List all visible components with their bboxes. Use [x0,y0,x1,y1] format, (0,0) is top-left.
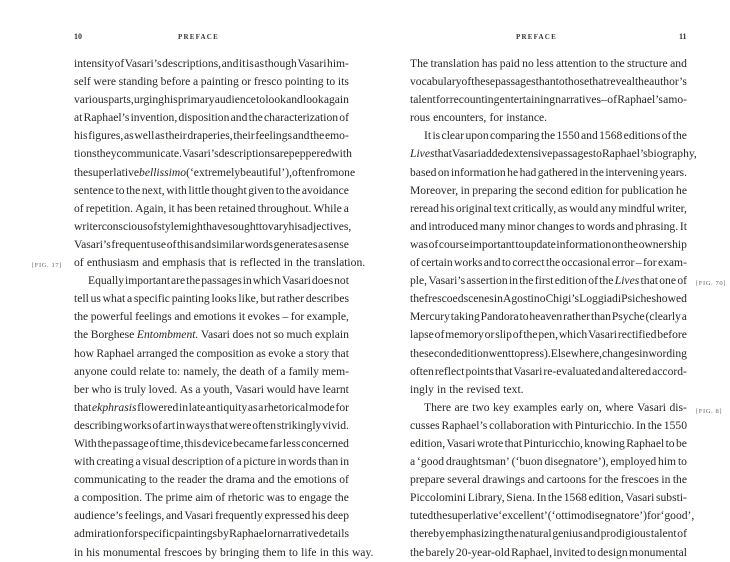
text-line: audience’s feelings, and Vasari frequently expressed his deep [74,509,349,523]
page-number: 10 [74,32,82,41]
text-line: tell us what a specific painting looks like, but rather describes [74,292,349,306]
text-line: The translation has paid no less attention to the structure and [410,57,687,70]
text-line: with creating a visual description of a picture in words than in [74,455,349,469]
text-line: the superlative bellissimo (‘extremely beautiful’), often from one [74,165,356,179]
text-line: ple, Vasari’s assertion in the first edition of the Lives that one of [410,274,687,288]
body-text [410,55,697,562]
text-line: writer conscious of style might have sought to vary his adjectives, [74,219,352,233]
text-line: the Borghese Entombment. Vasari does not so much explain [74,328,349,342]
page-number: 11 [679,32,687,41]
text-line: in his monumental frescoes by bringing them to life in this way. [74,545,374,559]
figure-reference: [FIG. 17] [32,262,62,269]
text-line: Equally important are the passages in which Vasari does not [88,274,349,288]
text-line: his figures, as well as their draperies, their feelings and the emo- [74,129,349,143]
text-line: at Raphael’s invention, disposition and the characterization of [74,111,349,125]
text-line: Mercury taking Pandora to heaven rather than Psyche (clearly a [410,310,687,324]
text-line: of certain works and to correct the occasional error – for exam- [410,256,687,270]
figure-reference: [FIG. 8] [696,408,723,415]
text-line: Lives that Vasari added extensive passages to Raphael’s biography, [410,147,697,161]
text-line: the powerful feelings and emotions it evokes – for example, [74,310,349,324]
right-page [365,0,730,559]
text-line: ingly in the revised text. [410,382,524,396]
text-line: reread his original text critically, as would any mindful writer, [410,201,687,215]
text-line: Piccolomini Library, Siena. In the 1568 edition, Vasari substi- [410,491,687,505]
text-line: vocabulary of these passages than to those that reveal the author’s [410,75,687,89]
text-line: Moreover, in preparing the second edition for publication he [410,183,687,197]
figure-reference: [FIG. 70] [696,280,726,287]
text-line: With the passage of time, this device became far less concerned [74,436,349,450]
text-line: the second edition went to press). Elsewhere, changes in wording [410,346,687,360]
body-text [74,55,374,562]
text-line: anyone could relate to: namely, the death of a family mem- [74,364,349,378]
text-line: edition, Vasari wrote that Pinturicchio, knowing Raphael to be [410,436,687,450]
text-line: prepare several drawings and cartoons for the frescoes in the [410,473,687,487]
running-head: PREFACE [178,33,219,41]
text-line: rous encounters, for instance. [410,111,548,125]
text-line: based on information he had gathered in the intervening years. [410,165,687,179]
text-line: lapse of memory or slip of the pen, which Vasari rectified before [410,328,687,342]
text-line: often reflect points that Vasari re-evaluated and altered accord- [410,364,687,378]
text-line: cusses Raphael’s collaboration with Pinturicchio. In the 1550 [410,418,687,432]
text-line: the barely 20-year-old Raphael, invited to design monumental [410,545,687,559]
text-line: a ‘good draughtsman’ (‘buon disegnatore’), employed him to [410,455,687,469]
text-line: various parts, urging his primary audience to look and look again [74,93,349,107]
text-line: was of course important to update information on the ownership [410,237,687,251]
text-line: tions they communicate. Vasari’s descriptions are peppered with [74,147,352,161]
text-line: communicating to the reader the drama and the emotions of [74,473,349,487]
text-line: ber who is truly loved. As a youth, Vasari would have learnt [74,382,349,396]
text-line: that ekphrasis flowered in late antiquity as a rhetorical mode for [74,400,349,414]
text-line: and introduced many minor changes to words and phrasing. It [410,219,687,233]
text-line: self were standing before a painting or fresco pointing to its [74,75,349,89]
text-line: of repetition. Again, it has been retained throughout. While a [74,201,349,215]
text-line: thereby emphasizing the natural genius and prodigious talent of [410,527,687,541]
text-line: a composition. The prime aim of rhetoric was to engage the [74,491,349,505]
text-line: Vasari’s frequent use of this and similar words generates a sense [74,237,349,251]
text-line: how Raphael arranged the composition as evoke a story that [74,346,349,360]
text-line: tuted the superlative ‘excellent’ (‘ottimo disegnatore’) for ‘good’, [410,509,695,523]
running-head: PREFACE [516,33,557,41]
text-line: the frescoed scenes in Agostino Chigi’s Loggia di Psiche showed [410,292,687,306]
text-line: admiration for specific paintings by Raphael or narrative details [74,527,349,541]
text-line: There are two key examples early on, where Vasari dis- [424,400,687,414]
text-line: sentence to the next, with little thought given to the avoidance [74,183,349,197]
text-line: of enthusiasm and emphasis that is reflected in the translation. [74,256,366,270]
text-line: It is clear upon comparing the 1550 and 1568 editions of the [424,129,687,143]
text-line: talent for recounting entertaining narratives – of Raphael’s amo- [410,93,687,107]
text-line: describing works of art in ways that were often strikingly vivid. [74,418,349,432]
text-line: intensity of Vasari’s descriptions, and it is as though Vasari him- [74,57,349,70]
